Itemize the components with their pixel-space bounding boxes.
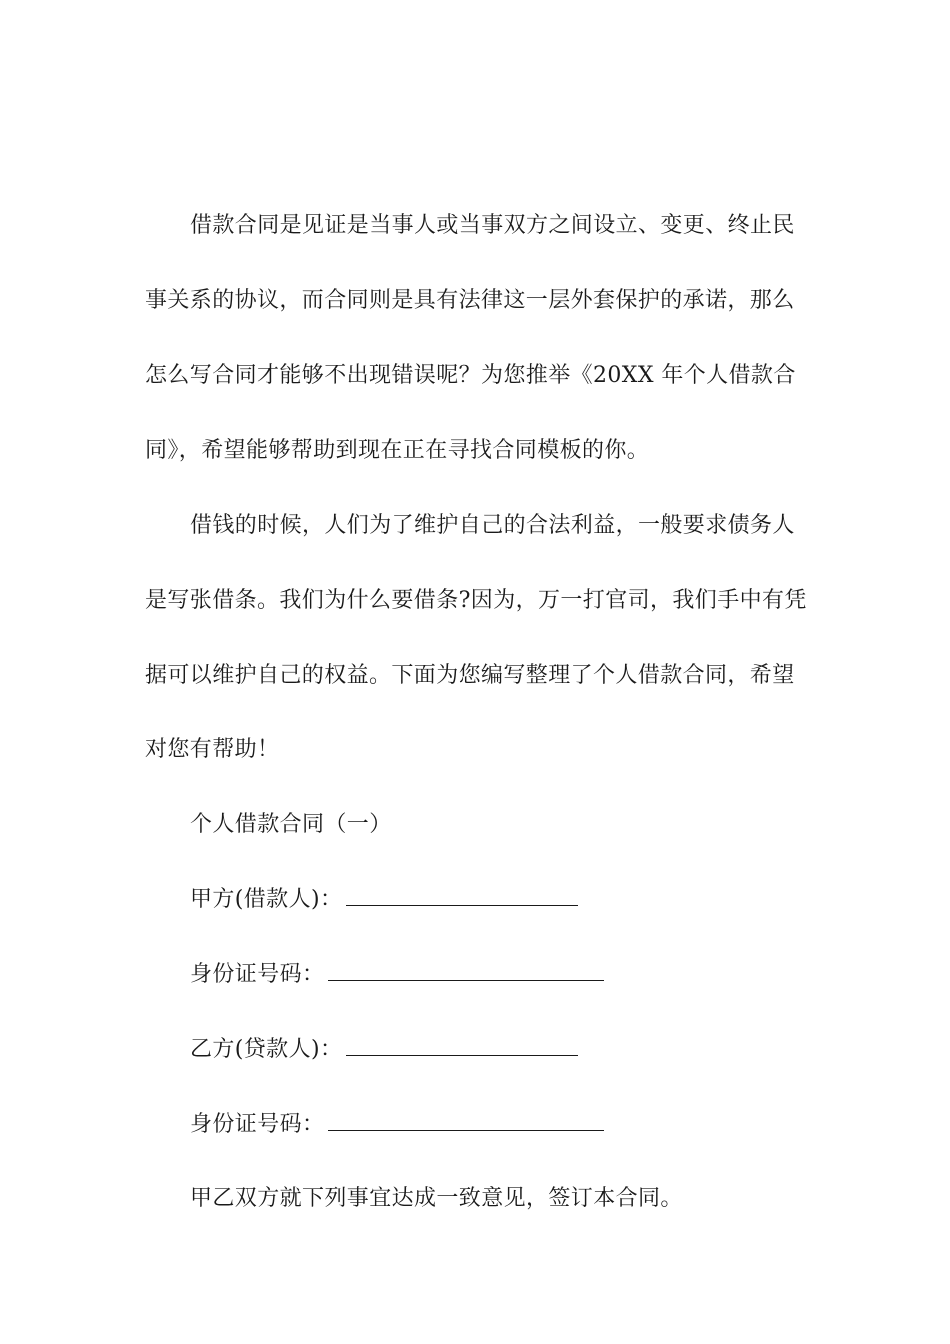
agreement-text: 甲乙双方就下列事宜达成一致意见，签订本合同。 (190, 1186, 683, 1211)
party-b-label: 乙方(贷款人)： (190, 1037, 343, 1062)
party-b-id-blank (328, 1110, 604, 1131)
party-a-id-row (190, 960, 855, 990)
intro-para2-line2: 是写张借条。我们为什么要借条?因为，万一打官司，我们手中有凭 (145, 588, 807, 613)
contract-title: 个人借款合同（一） (190, 812, 392, 837)
intro-para2-line1: 借钱的时候，人们为了维护自己的合法利益，一般要求债务人 (190, 513, 795, 538)
intro-para1-line1: 借款合同是见证是当事人或当事双方之间设立、变更、终止民 (190, 213, 795, 238)
intro-para1-line2: 事关系的协议，而合同则是具有法律这一层外套保护的承诺，那么 (145, 288, 795, 313)
intro-para1-line4: 同》，希望能够帮助到现在正在寻找合同模板的你。 (145, 438, 650, 463)
party-b-row (190, 1035, 855, 1065)
party-a-id-label: 身份证号码： (190, 962, 325, 987)
intro-para2-line3: 据可以维护自己的权益。下面为您编写整理了个人借款合同，希望 (145, 663, 795, 688)
party-b-blank (346, 1035, 578, 1056)
party-b-id-row (190, 1110, 855, 1140)
intro-para1-line3: 怎么写合同才能够不出现错误呢？为您推举《20XX 年个人借款合 (145, 363, 796, 388)
party-a-row (190, 885, 855, 915)
party-b-id-label: 身份证号码： (190, 1112, 325, 1137)
intro-para2-line4: 对您有帮助！ (145, 737, 280, 762)
party-a-label: 甲方(借款人)： (190, 887, 343, 912)
party-a-id-blank (328, 960, 604, 981)
party-a-blank (346, 885, 578, 906)
